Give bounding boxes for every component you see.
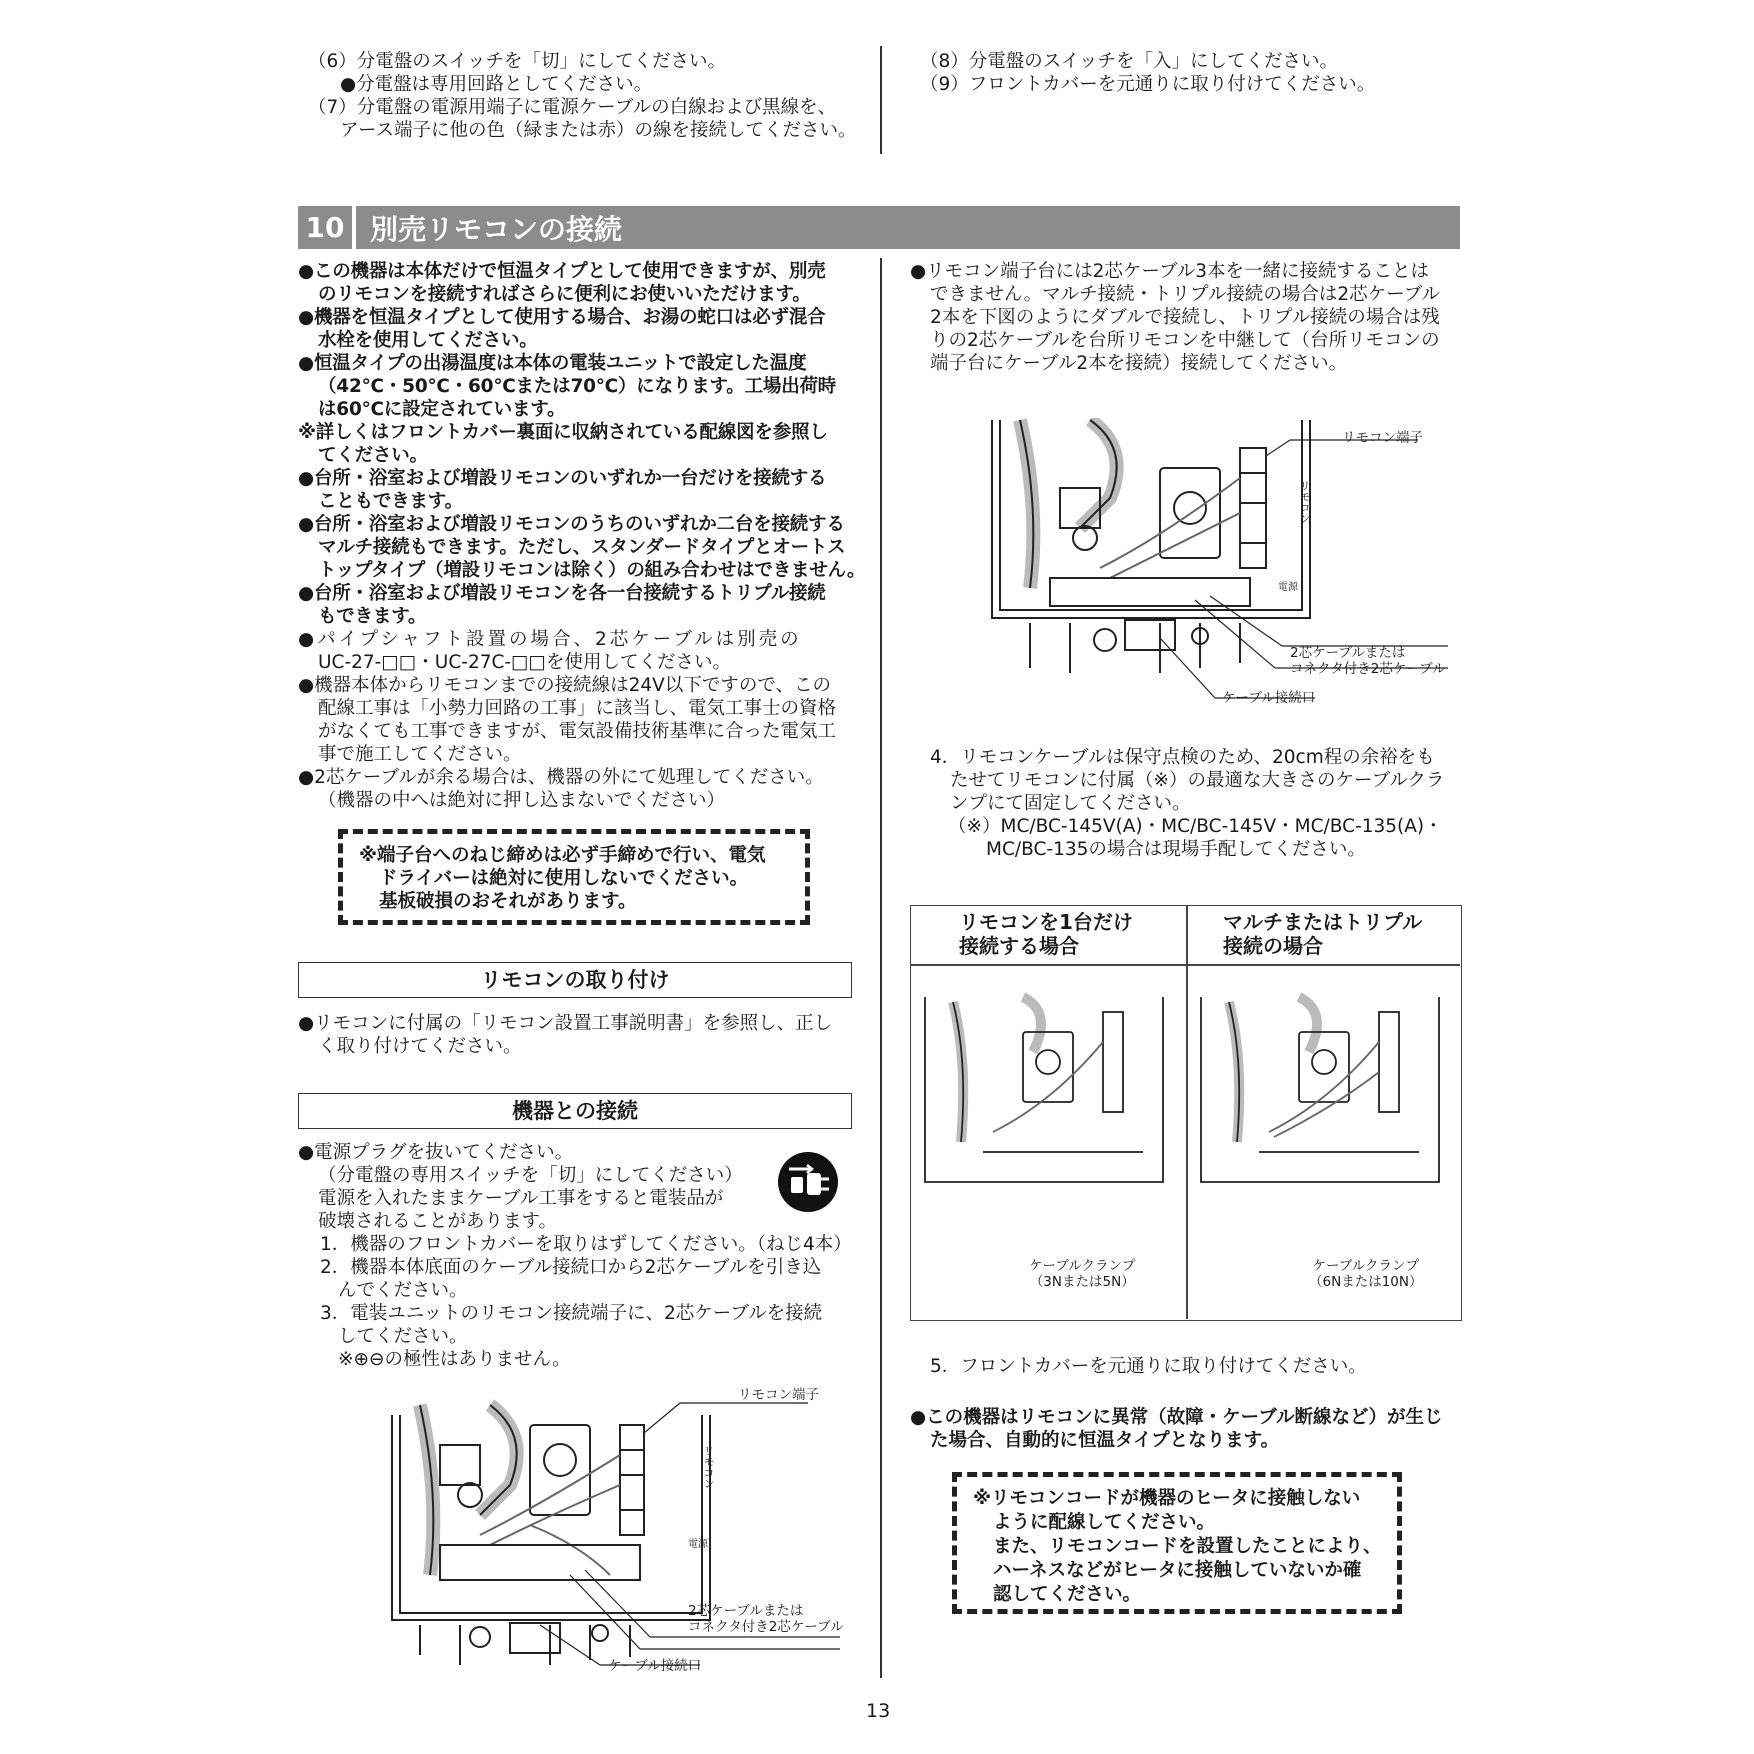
label-power: 電源 xyxy=(1278,582,1298,593)
text-line: （分電盤の専用スイッチを「切」にしてください） xyxy=(318,1165,743,1186)
text-line: ように配線してください。 xyxy=(993,1512,1216,1533)
text-line: ※⊕⊖の極性はありません。 xyxy=(338,1349,571,1370)
text-line: 電源を入れたままケーブル工事をすると電装品が xyxy=(318,1188,724,1209)
text-line: 配線工事は「小勢力回路の工事」に該当し、電気工事士の資格 xyxy=(318,698,837,719)
text-line: （42℃・50℃・60℃または70℃）になります。工場出荷時 xyxy=(318,376,837,397)
step4-text xyxy=(930,746,1444,861)
text-line: ※詳しくはフロントカバー裏面に収納されている配線図を参照し xyxy=(298,422,828,443)
text-line: ンプにて固定してください。 xyxy=(950,793,1191,814)
text-line: ●この機器は本体だけで恒温タイプとして使用できますが、別売 xyxy=(298,261,826,282)
text-line: （3Nまたは5N） xyxy=(1029,1274,1135,1290)
warning-box-heater xyxy=(952,1472,1402,1614)
subheading-device-connection: 機器との接続 xyxy=(298,1093,852,1129)
top-left-text xyxy=(308,50,857,142)
device-connection-text xyxy=(298,1141,852,1371)
text-line: また、リモコンコードを設置したことにより、 xyxy=(993,1536,1382,1557)
section-number: 10 xyxy=(298,206,356,249)
text-line: ●2芯ケーブルが余る場合は、機器の外にて処理してください。 xyxy=(298,767,824,788)
text-line: 2芯ケーブルまたは xyxy=(1290,645,1406,661)
section-header xyxy=(298,206,1460,249)
label-two-core-cable xyxy=(688,1603,844,1635)
text-line: ●台所・浴室および増設リモコンのいずれか一台だけを接続する xyxy=(298,468,827,489)
text-line: 2本を下図のようにダブルで接続し、トリプル接続の場合は残 xyxy=(930,307,1440,328)
diagram-multi-remote xyxy=(1199,992,1454,1192)
page-number: 13 xyxy=(866,1700,891,1722)
diagram-single-remote xyxy=(923,992,1178,1192)
text-line: 接続の場合 xyxy=(1223,934,1323,958)
label-two-core-cable xyxy=(1290,645,1446,677)
text-line: ケーブルクランプ xyxy=(1312,1258,1419,1274)
text-line: リモコンを1台だけ xyxy=(959,910,1133,934)
right-bottom-text xyxy=(910,1406,1442,1452)
text-line: りの2芯ケーブルを台所リモコンを中継して（台所リモコンの xyxy=(930,330,1440,351)
label-remote-terminal: リモコン端子 xyxy=(1342,430,1423,446)
text-line: た場合、自動的に恒温タイプとなります。 xyxy=(930,1430,1280,1451)
section-title: 別売リモコンの接続 xyxy=(370,212,623,246)
text-line: 3．電装ユニットのリモコン接続端子に、2芯ケーブルを接続 xyxy=(320,1303,823,1324)
text-line: んでください。 xyxy=(338,1280,468,1301)
text-line: たせてリモコンに付属（※）の最適な大きさのケーブルクラ xyxy=(950,770,1445,791)
text-line: ●電源プラグを抜いてください。 xyxy=(298,1142,574,1163)
column-divider xyxy=(880,258,882,1678)
label-clamp-multi xyxy=(1309,1258,1422,1290)
text-line: コネクタ付き2芯ケーブル xyxy=(688,1619,844,1635)
text-line: （7）分電盤の電源用端子に電源ケーブルの白線および黒線を、 xyxy=(308,97,837,118)
text-line: （※）MC/BC-145V(A)・MC/BC-145V・MC/BC-135(A)・ xyxy=(948,816,1443,837)
text-line: ●機器本体からリモコンまでの接続線は24V以下ですので、この xyxy=(298,675,831,696)
text-line: マルチまたはトリプル xyxy=(1223,910,1423,934)
text-line: こともできます。 xyxy=(318,491,463,512)
text-line: ●恒温タイプの出湯温度は本体の電装ユニットで設定した温度 xyxy=(298,353,807,374)
text-line: のリモコンを接続すればさらに便利にお使いいただけます。 xyxy=(318,284,811,305)
text-line: もできます。 xyxy=(318,606,427,627)
right-top-text xyxy=(910,260,1440,375)
text-line: できません。マルチ接続・トリプル接続の場合は2芯ケーブル xyxy=(930,284,1440,305)
label-cable-port: ケーブル接続口 xyxy=(608,1658,702,1674)
text-line: トップタイプ（増設リモコンは除く）の組み合わせはできません。 xyxy=(318,560,866,581)
text-line: コネクタ付き2芯ケーブル xyxy=(1290,661,1446,677)
text-line: 接続する場合 xyxy=(959,934,1079,958)
text-line: アース端子に他の色（緑または赤）の線を接続してください。 xyxy=(340,120,857,141)
label-cable-port: ケーブル接続口 xyxy=(1222,690,1316,706)
label-vertical-remote: リモコン xyxy=(1298,480,1311,524)
unplug-icon xyxy=(777,1151,839,1213)
label-clamp-single xyxy=(1029,1258,1136,1290)
remote-mounting-text xyxy=(298,1012,832,1058)
text-line: 基板破損のおそれがあります。 xyxy=(379,891,637,912)
text-line: 4．リモコンケーブルは保守点検のため、20cm程の余裕をも xyxy=(930,747,1435,768)
text-line: 破壊されることがあります。 xyxy=(318,1211,558,1232)
text-line: ※リモコンコードが機器のヒータに接触しない xyxy=(973,1488,1361,1509)
text-line: ●パイプシャフト設置の場合、2芯ケーブルは別売の xyxy=(298,629,802,650)
text-line: マルチ接続もできます。ただし、スタンダードタイプとオートス xyxy=(318,537,846,558)
text-line: してください。 xyxy=(338,1326,468,1347)
text-line: ●リモコンに付属の「リモコン設置工事説明書」を参照し、正し xyxy=(298,1013,833,1034)
table-header-single xyxy=(959,910,1133,958)
left-notes xyxy=(298,628,836,812)
text-line: 2．機器本体底面のケーブル接続口から2芯ケーブルを引き込 xyxy=(320,1257,822,1278)
warning-box-screws xyxy=(338,829,810,925)
top-right-text xyxy=(920,50,1375,96)
step5-text: 5．フロントカバーを元通りに取り付けてください。 xyxy=(930,1356,1367,1377)
text-line: （6Nまたは10N） xyxy=(1309,1274,1423,1290)
subheading-remote-mounting: リモコンの取り付け xyxy=(298,962,852,998)
text-line: ●この機器はリモコンに異常（故障・ケーブル断線など）が生じ xyxy=(910,1407,1443,1428)
text-line: 1．機器のフロントカバーを取りはずしてください。（ねじ4本） xyxy=(320,1234,852,1255)
text-line: UC-27-□□・UC-27C-□□を使用してください。 xyxy=(318,652,732,673)
text-line: 事で施工してください。 xyxy=(318,744,522,765)
text-line: MC/BC-135の場合は現場手配してください。 xyxy=(986,839,1366,860)
text-line: （9）フロントカバーを元通りに取り付けてください。 xyxy=(920,74,1376,95)
label-power: 電源 xyxy=(688,1539,708,1550)
text-line: ※端子台へのねじ締めは必ず手締めで行い、電気 xyxy=(359,845,766,866)
text-line: ケーブルクランプ xyxy=(1029,1258,1136,1274)
text-line: 2芯ケーブルまたは xyxy=(688,1603,804,1619)
text-line: は60℃に設定されています。 xyxy=(318,399,566,420)
left-bullets xyxy=(298,260,865,628)
text-line: がなくても工事できますが、電気設備技術基準に合った電気工 xyxy=(318,721,837,742)
label-vertical-remote: リモコン xyxy=(702,1445,715,1489)
label-remote-terminal: リモコン端子 xyxy=(738,1387,819,1403)
table-header-multi xyxy=(1223,910,1422,958)
text-line: 端子台にケーブル2本を接続）接続してください。 xyxy=(930,353,1348,374)
text-line: （6）分電盤のスイッチを「切」にしてください。 xyxy=(308,51,727,72)
text-line: 認してください。 xyxy=(993,1584,1142,1605)
text-line: く取り付けてください。 xyxy=(318,1036,522,1057)
text-line: ●機器を恒温タイプとして使用する場合、お湯の蛇口は必ず混合 xyxy=(298,307,826,328)
text-line: ●台所・浴室および増設リモコンを各一台接続するトリプル接続 xyxy=(298,583,826,604)
connection-comparison-table xyxy=(910,905,1462,1321)
top-divider xyxy=(880,46,882,154)
text-line: ハーネスなどがヒータに接触していないか確 xyxy=(993,1560,1362,1581)
text-line: （8）分電盤のスイッチを「入」にしてください。 xyxy=(920,51,1339,72)
text-line: ●分電盤は専用回路としてください。 xyxy=(340,74,653,95)
text-line: ●リモコン端子台には2芯ケーブル3本を一緒に接続することは xyxy=(910,261,1430,282)
text-line: （機器の中へは絶対に押し込まないでください） xyxy=(318,790,726,811)
text-line: てください。 xyxy=(318,445,428,466)
text-line: 水栓を使用してください。 xyxy=(318,330,538,351)
text-line: ●台所・浴室および増設リモコンのうちのいずれか二台を接続する xyxy=(298,514,845,535)
text-line: ドライバーは絶対に使用しないでください。 xyxy=(379,868,749,889)
